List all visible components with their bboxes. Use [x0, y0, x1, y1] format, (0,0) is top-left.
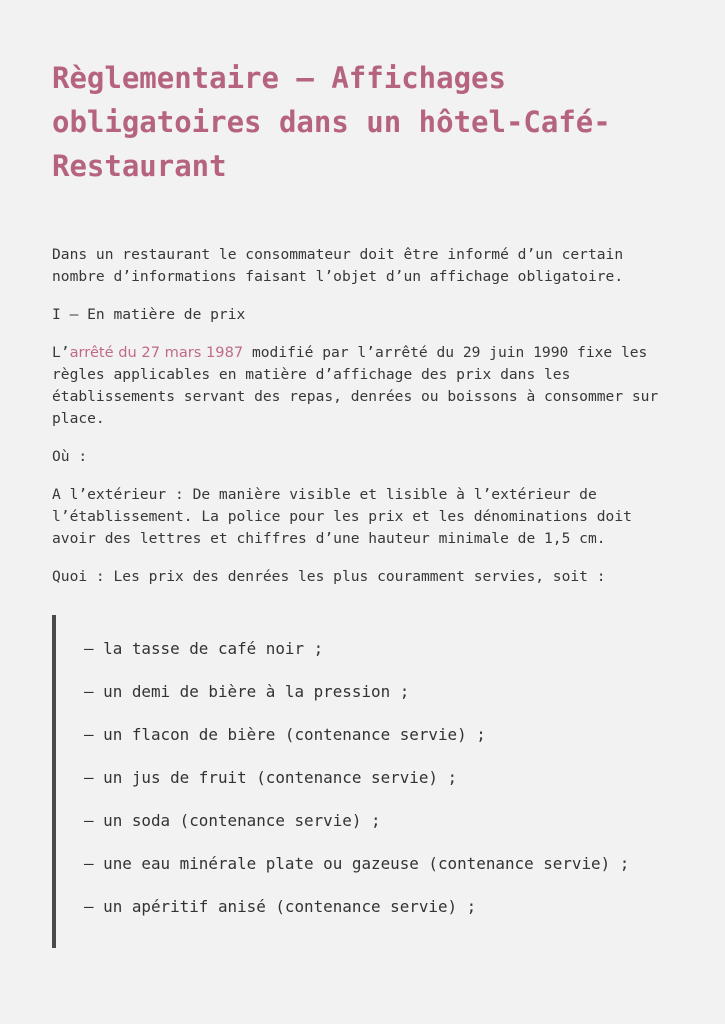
list-item: – la tasse de café noir ; — [84, 639, 324, 658]
list-item: – un demi de bière à la pression ; — [84, 682, 410, 701]
exterior-paragraph: A l’extérieur : De manière visible et lisible à l’extérieur de l’établissement. La police pour les prix et les dénominations doit avoir des lettres et chiffres d’une hauteur minimale de 1,5 cm. — [52, 486, 632, 547]
article — [52, 56, 677, 948]
decree-paragraph — [52, 342, 677, 430]
page-title: Règlementaire – Affichages obligatoires dans un hôtel-Café-Restaurant — [52, 61, 611, 183]
decree-link[interactable]: arrêté du 27 mars 1987 — [69, 344, 244, 361]
where-label: Où : — [52, 448, 88, 465]
price-list-quote — [52, 615, 644, 948]
section-heading: I – En matière de prix — [52, 306, 246, 323]
intro-paragraph: Dans un restaurant le consommateur doit être informé d’un certain nombre d’informations faisant l’objet d’un affichage obligatoire. — [52, 246, 624, 285]
decree-rest: modifié par l’arrêté du 29 juin 1990 fixe les règles applicables en matière d’affichage des prix dans les établissements servant des repas, denrées ou boissons à consommer sur place. — [52, 344, 659, 427]
what-paragraph: Quoi : Les prix des denrées les plus couramment servies, soit : — [52, 568, 606, 585]
list-item: – un soda (contenance servie) ; — [84, 811, 381, 830]
list-item: – une eau minérale plate ou gazeuse (contenance servie) ; — [84, 854, 630, 873]
decree-prefix: L’ — [52, 344, 70, 361]
list-item: – un jus de fruit (contenance servie) ; — [84, 768, 458, 787]
list-item: – un flacon de bière (contenance servie) ; — [84, 725, 486, 744]
list-item: – un apéritif anisé (contenance servie) ; — [84, 897, 477, 916]
